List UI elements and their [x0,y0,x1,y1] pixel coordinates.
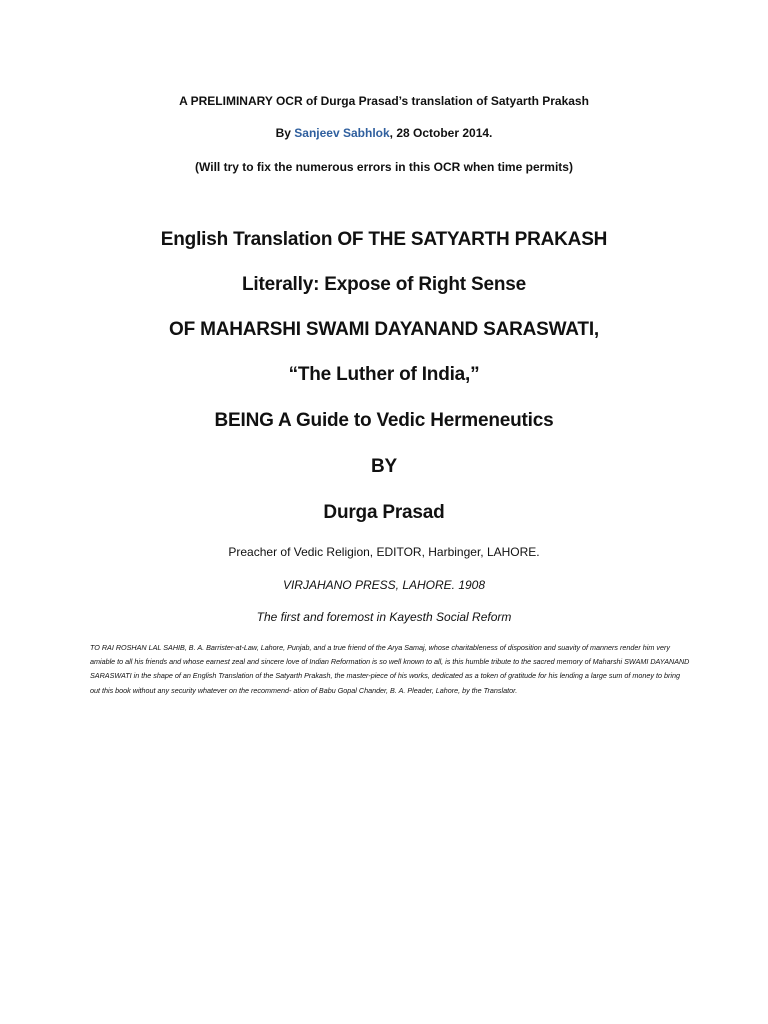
press-line: VIRJAHANO PRESS, LAHORE. 1908 [282,578,486,592]
preacher-line: Preacher of Vedic Religion, EDITOR, Harbinger, LAHORE. [228,545,540,559]
tagline: The first and foremost in Kayesth Social Reform [256,610,512,624]
title-line-5: BEING A Guide to Vedic Hermeneutics [214,410,554,431]
author-name: Durga Prasad [323,502,445,523]
title-line-2: Literally: Expose of Right Sense [242,274,526,295]
ocr-note: (Will try to fix the numerous errors in this OCR when time permits) [195,160,573,174]
title-line-1: English Translation OF THE SATYARTH PRAKASH [160,229,608,250]
ocr-heading: A PRELIMINARY OCR of Durga Prasad’s translation of Satyarth Prakash [179,94,589,108]
title-line-4: “The Luther of India,” [288,364,480,385]
dedication-paragraph: TO RAI ROSHAN LAL SAHIB, B. A. Barrister-at-Law, Lahore, Punjab, and a true friend of the Arya Samaj, whose charitableness of disposition and suavity of manners render him very amiable to all his friends and whose earnest zeal and sincere love of Indian Reformation is so well known to all, is this humble tribute to the sacred memory of Maharshi SWAMI DAYANAND SARASWATI in the shape of an English Translation of the Satyarth Prakash, the master-piece of his works, dedicated as a token of gratitude for his lending a large sum of money to bring out this book without any security whatever on the recommend- ation of Babu Gopal Chander, B. A. Pleader, Lahore, by the Translator. [90,643,690,695]
author-link[interactable]: Sanjeev Sabhlok [294,126,390,140]
byline-date: , 28 October 2014. [389,126,493,140]
byline-prefix: By [275,126,295,140]
byline [0,126,768,140]
title-line-6: BY [371,456,397,477]
title-line-3: OF MAHARSHI SWAMI DAYANAND SARASWATI, [169,319,599,340]
